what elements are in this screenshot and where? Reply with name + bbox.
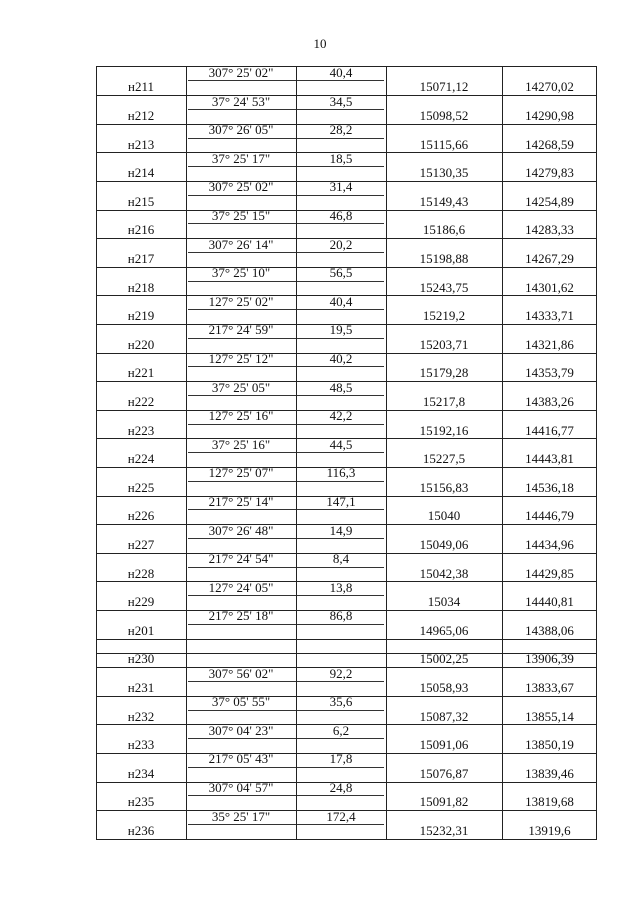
y-coordinate: 14254,89 bbox=[525, 193, 574, 209]
distance-cell: 35,6 bbox=[329, 694, 353, 710]
distance-cell: 28,2 bbox=[329, 122, 353, 138]
bearing-cell: 307° 04' 57" bbox=[208, 780, 274, 795]
x-coordinate: 15049,06 bbox=[419, 536, 469, 552]
col-divider-2 bbox=[296, 66, 297, 840]
bearing-cell: 307° 26' 05" bbox=[208, 122, 274, 138]
bearing-cell: 127° 25' 07" bbox=[208, 465, 274, 481]
point-label: н234 bbox=[127, 765, 155, 781]
segment-underline bbox=[188, 767, 384, 768]
distance-cell: 86,8 bbox=[329, 608, 353, 624]
segment-underline bbox=[188, 109, 384, 110]
distance-cell: 116,3 bbox=[326, 465, 356, 481]
table-border-right bbox=[596, 66, 597, 840]
x-coordinate: 15002,25 bbox=[419, 651, 469, 667]
x-coordinate: 15091,06 bbox=[419, 737, 469, 753]
distance-cell: 8,4 bbox=[332, 551, 350, 567]
y-coordinate: 13850,19 bbox=[525, 737, 574, 753]
x-coordinate: 15227,5 bbox=[422, 451, 466, 467]
bearing-cell: 307° 25' 02" bbox=[208, 179, 274, 195]
point-label: н211 bbox=[128, 79, 154, 95]
y-coordinate: 14536,18 bbox=[525, 479, 574, 495]
bearing-cell: 37° 24' 53" bbox=[211, 93, 271, 109]
y-coordinate: 14321,86 bbox=[525, 336, 574, 352]
y-coordinate: 14434,96 bbox=[525, 536, 574, 552]
point-label: н233 bbox=[127, 737, 155, 753]
point-label: н235 bbox=[127, 794, 155, 810]
bearing-cell: 307° 04' 23" bbox=[208, 722, 274, 738]
y-coordinate: 14388,06 bbox=[525, 622, 574, 638]
segment-underline bbox=[188, 624, 384, 625]
point-label: н224 bbox=[127, 451, 155, 467]
x-coordinate: 15115,66 bbox=[419, 136, 469, 152]
row-border bbox=[96, 639, 597, 640]
segment-underline bbox=[188, 424, 384, 425]
bearing-cell: 127° 25' 12" bbox=[208, 351, 274, 366]
y-coordinate: 14301,62 bbox=[525, 279, 574, 295]
table-border-left bbox=[96, 66, 97, 840]
point-label: н219 bbox=[127, 308, 155, 324]
y-coordinate: 13906,39 bbox=[525, 651, 574, 667]
bearing-cell: 37° 25' 10" bbox=[211, 265, 271, 281]
distance-cell: 6,2 bbox=[332, 722, 350, 738]
bearing-cell: 307° 26' 48" bbox=[208, 522, 274, 538]
segment-underline bbox=[188, 309, 384, 310]
point-label: н218 bbox=[127, 279, 155, 295]
x-coordinate: 15186,6 bbox=[422, 222, 466, 238]
bearing-cell: 37° 25' 17" bbox=[211, 150, 271, 166]
segment-underline bbox=[188, 509, 384, 510]
distance-cell: 13,8 bbox=[329, 579, 353, 595]
segment-underline bbox=[188, 710, 384, 711]
y-coordinate: 13833,67 bbox=[525, 679, 574, 695]
segment-underline bbox=[188, 138, 384, 139]
point-label: н225 bbox=[127, 479, 155, 495]
y-coordinate: 13855,14 bbox=[525, 708, 574, 724]
segment-underline bbox=[188, 452, 384, 453]
x-coordinate: 15232,31 bbox=[419, 822, 469, 838]
y-coordinate: 14270,02 bbox=[525, 79, 574, 95]
segment-underline bbox=[188, 166, 384, 167]
y-coordinate: 14383,26 bbox=[525, 393, 574, 409]
bearing-cell: 217° 24' 54" bbox=[208, 551, 274, 567]
point-label: н232 bbox=[127, 708, 155, 724]
segment-underline bbox=[188, 481, 384, 482]
segment-underline bbox=[188, 252, 384, 253]
y-coordinate: 14268,59 bbox=[525, 136, 574, 152]
y-coordinate: 14416,77 bbox=[525, 422, 574, 438]
distance-cell: 48,5 bbox=[329, 379, 353, 395]
distance-cell: 40,2 bbox=[329, 351, 353, 366]
distance-cell: 46,8 bbox=[329, 208, 353, 223]
y-coordinate: 14429,85 bbox=[525, 565, 574, 581]
distance-cell: 56,5 bbox=[329, 265, 353, 281]
point-label: н201 bbox=[127, 622, 155, 638]
segment-underline bbox=[188, 223, 384, 224]
y-coordinate: 14267,29 bbox=[525, 250, 574, 266]
segment-underline bbox=[188, 195, 384, 196]
point-label: н227 bbox=[127, 536, 155, 552]
x-coordinate: 15091,82 bbox=[419, 794, 469, 810]
y-coordinate: 14440,81 bbox=[525, 594, 574, 610]
bearing-cell: 37° 25' 16" bbox=[211, 436, 271, 452]
point-label: н215 bbox=[127, 193, 155, 209]
point-label: н231 bbox=[127, 679, 155, 695]
distance-cell: 42,2 bbox=[329, 408, 353, 424]
segment-underline bbox=[188, 738, 384, 739]
segment-underline bbox=[188, 338, 384, 339]
y-coordinate: 14353,79 bbox=[525, 365, 574, 381]
x-coordinate: 14965,06 bbox=[419, 622, 469, 638]
point-label: н226 bbox=[127, 508, 155, 524]
distance-cell: 14,9 bbox=[329, 522, 353, 538]
distance-cell: 40,4 bbox=[329, 293, 353, 309]
point-label: н212 bbox=[127, 107, 155, 123]
distance-cell: 19,5 bbox=[329, 322, 353, 338]
point-label: н228 bbox=[127, 565, 155, 581]
point-label: н222 bbox=[127, 393, 155, 409]
x-coordinate: 15156,83 bbox=[419, 479, 469, 495]
bearing-cell: 127° 24' 05" bbox=[208, 579, 274, 595]
bearing-cell: 307° 25' 02" bbox=[208, 65, 274, 80]
bearing-cell: 217° 25' 18" bbox=[208, 608, 274, 624]
distance-cell: 17,8 bbox=[329, 751, 353, 767]
distance-cell: 40,4 bbox=[329, 65, 353, 80]
bearing-cell: 37° 25' 05" bbox=[211, 379, 271, 395]
segment-underline bbox=[188, 80, 384, 81]
point-label: н221 bbox=[127, 365, 155, 381]
page-number: 10 bbox=[313, 36, 327, 51]
distance-cell: 24,8 bbox=[329, 780, 353, 795]
bearing-cell: 307° 26' 14" bbox=[208, 236, 274, 252]
point-label: н216 bbox=[127, 222, 155, 238]
x-coordinate: 15058,93 bbox=[419, 679, 469, 695]
distance-cell: 31,4 bbox=[329, 179, 353, 195]
point-label: н223 bbox=[127, 422, 155, 438]
x-coordinate: 15098,52 bbox=[419, 107, 469, 123]
bearing-cell: 307° 56' 02" bbox=[208, 665, 274, 681]
x-coordinate: 15243,75 bbox=[419, 279, 469, 295]
point-label: н217 bbox=[127, 250, 155, 266]
y-coordinate: 14290,98 bbox=[525, 107, 574, 123]
bearing-cell: 37° 25' 15" bbox=[211, 208, 271, 223]
segment-underline bbox=[188, 395, 384, 396]
bearing-cell: 127° 25' 16" bbox=[208, 408, 274, 424]
distance-cell: 34,5 bbox=[329, 93, 353, 109]
x-coordinate: 15217,8 bbox=[422, 393, 466, 409]
bearing-cell: 217° 24' 59" bbox=[208, 322, 274, 338]
x-coordinate: 15203,71 bbox=[419, 336, 469, 352]
x-coordinate: 15076,87 bbox=[419, 765, 469, 781]
col-divider-4 bbox=[502, 66, 503, 840]
x-coordinate: 15071,12 bbox=[419, 79, 469, 95]
x-coordinate: 15130,35 bbox=[419, 165, 469, 181]
point-label: н236 bbox=[127, 822, 155, 838]
coordinates-table bbox=[96, 66, 597, 840]
bearing-cell: 127° 25' 02" bbox=[208, 293, 274, 309]
distance-cell: 147,1 bbox=[326, 494, 356, 509]
bearing-cell: 217° 05' 43" bbox=[208, 751, 274, 767]
point-label: н220 bbox=[127, 336, 155, 352]
point-label: н213 bbox=[127, 136, 155, 152]
segment-underline bbox=[188, 281, 384, 282]
segment-underline bbox=[188, 681, 384, 682]
x-coordinate: 15040 bbox=[427, 508, 461, 524]
y-coordinate: 14333,71 bbox=[525, 308, 574, 324]
bearing-cell: 37° 05' 55" bbox=[211, 694, 271, 710]
col-divider-1 bbox=[186, 66, 187, 840]
segment-underline bbox=[188, 366, 384, 367]
y-coordinate: 14446,79 bbox=[525, 508, 574, 524]
segment-underline bbox=[188, 824, 384, 825]
y-coordinate: 13919,6 bbox=[528, 822, 571, 838]
y-coordinate: 14443,81 bbox=[525, 451, 574, 467]
y-coordinate: 14283,33 bbox=[525, 222, 574, 238]
point-label: н229 bbox=[127, 594, 155, 610]
x-coordinate: 15034 bbox=[427, 594, 461, 610]
bearing-cell: 35° 25' 17" bbox=[211, 808, 271, 824]
x-coordinate: 15042,38 bbox=[419, 565, 469, 581]
x-coordinate: 15149,43 bbox=[419, 193, 469, 209]
distance-cell: 172,4 bbox=[326, 808, 356, 824]
distance-cell: 44,5 bbox=[329, 436, 353, 452]
point-label: н214 bbox=[127, 165, 155, 181]
segment-underline bbox=[188, 567, 384, 568]
x-coordinate: 15179,28 bbox=[419, 365, 469, 381]
x-coordinate: 15087,32 bbox=[419, 708, 469, 724]
col-divider-3 bbox=[386, 66, 387, 840]
segment-underline bbox=[188, 595, 384, 596]
segment-underline bbox=[188, 795, 384, 796]
x-coordinate: 15219,2 bbox=[422, 308, 466, 324]
distance-cell: 20,2 bbox=[329, 236, 353, 252]
distance-cell: 18,5 bbox=[329, 150, 353, 166]
distance-cell: 92,2 bbox=[329, 665, 353, 681]
x-coordinate: 15198,88 bbox=[419, 250, 469, 266]
bearing-cell: 217° 25' 14" bbox=[208, 494, 274, 509]
y-coordinate: 13819,68 bbox=[525, 794, 574, 810]
point-label: н230 bbox=[127, 651, 155, 667]
segment-underline bbox=[188, 538, 384, 539]
y-coordinate: 13839,46 bbox=[525, 765, 574, 781]
row-border bbox=[96, 839, 597, 840]
x-coordinate: 15192,16 bbox=[419, 422, 469, 438]
y-coordinate: 14279,83 bbox=[525, 165, 574, 181]
